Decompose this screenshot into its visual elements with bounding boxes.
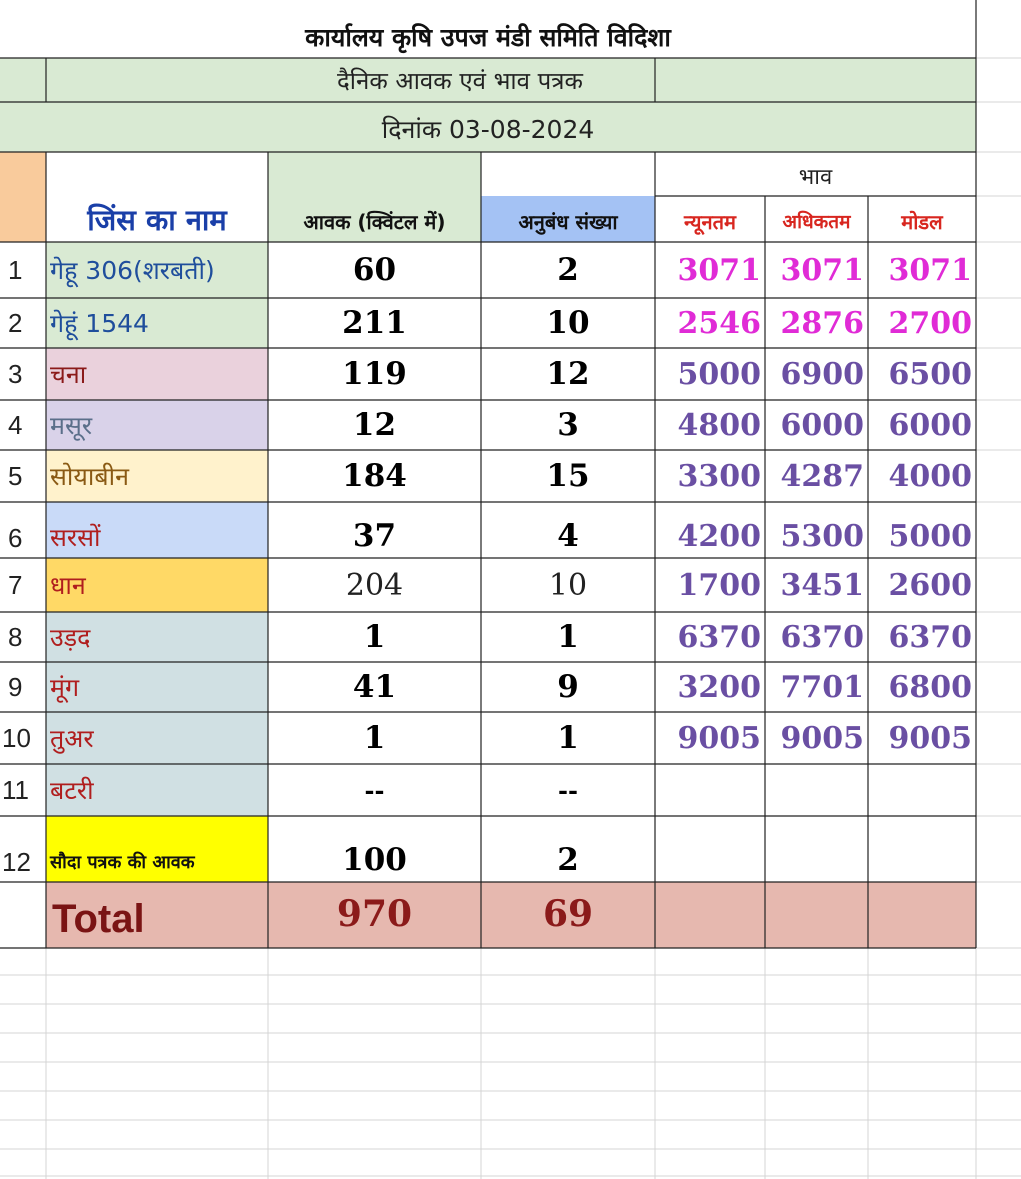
contracts-value: 10 bbox=[548, 567, 588, 603]
row-index: 11 bbox=[2, 774, 29, 805]
row-index: 6 bbox=[8, 523, 23, 553]
commodity-name: गेहू 306(शरबती) bbox=[50, 256, 215, 285]
commodity-name: धान bbox=[50, 571, 86, 600]
row-index: 3 bbox=[8, 358, 23, 389]
min-price-value: 3300 bbox=[677, 458, 761, 494]
modal-price-value bbox=[868, 764, 976, 816]
contracts-value: 1 bbox=[557, 720, 579, 756]
max-price-header: अधिकतम bbox=[782, 211, 851, 233]
arrival-value: -- bbox=[364, 775, 385, 805]
max-price-value: 6000 bbox=[780, 407, 864, 443]
commodity-name: बटरी bbox=[50, 776, 94, 805]
max-price-value: 5300 bbox=[780, 519, 864, 554]
page-title: कार्यालय कृषि उपज मंडी समिति विदिशा bbox=[305, 23, 671, 52]
modal-price-value bbox=[868, 816, 976, 882]
arrival-value: 12 bbox=[352, 407, 397, 443]
modal-price-value: 3071 bbox=[888, 252, 972, 288]
min-price-value: 9005 bbox=[677, 720, 761, 756]
row-index: 9 bbox=[8, 671, 23, 702]
arrival-value: 184 bbox=[342, 458, 407, 494]
row-index: 8 bbox=[8, 621, 23, 652]
total-contracts: 69 bbox=[542, 893, 594, 935]
row-index: 5 bbox=[8, 460, 23, 491]
arrival-value: 1 bbox=[363, 619, 386, 655]
commodity-name: तुअर bbox=[50, 724, 94, 753]
commodity-name: चना bbox=[50, 360, 87, 389]
min-price-value: 6370 bbox=[677, 619, 761, 655]
commodity-name: मसूर bbox=[50, 411, 93, 440]
min-price-value: 3200 bbox=[677, 669, 761, 705]
modal-price-value: 2700 bbox=[888, 305, 972, 341]
commodity-name: उड़द bbox=[50, 623, 91, 652]
contracts-value: 10 bbox=[546, 305, 590, 341]
contracts-value: 12 bbox=[546, 356, 590, 392]
contracts-value: 4 bbox=[557, 518, 579, 554]
contracts-value: 15 bbox=[546, 458, 590, 494]
min-price-value: 4200 bbox=[677, 519, 761, 554]
arrival-header: आवक (क्विंटल में) bbox=[303, 209, 446, 234]
min-price-value: 3071 bbox=[677, 252, 761, 288]
max-price-value: 7701 bbox=[780, 669, 864, 705]
modal-price-value: 6500 bbox=[888, 356, 972, 392]
price-group-header: भाव bbox=[798, 165, 833, 190]
contracts-value: 2 bbox=[557, 842, 579, 878]
arrival-value: 119 bbox=[342, 356, 407, 392]
total-label: Total bbox=[52, 896, 145, 941]
row-index: 7 bbox=[8, 569, 23, 600]
arrival-value: 60 bbox=[352, 252, 397, 288]
min-price-value: 5000 bbox=[677, 356, 761, 392]
modal-price-value: 9005 bbox=[888, 720, 972, 756]
commodity-name: सरसों bbox=[50, 523, 101, 552]
modal-price-value: 2600 bbox=[888, 567, 972, 603]
arrival-value: 41 bbox=[352, 669, 397, 705]
index-header-cell bbox=[0, 152, 46, 242]
max-price-value: 3451 bbox=[780, 567, 864, 603]
row-index: 1 bbox=[8, 254, 23, 285]
row-index: 10 bbox=[2, 722, 31, 753]
max-price-value: 9005 bbox=[780, 720, 864, 756]
arrival-value: 211 bbox=[342, 305, 407, 341]
contracts-value: 9 bbox=[557, 669, 579, 705]
arrival-value: 1 bbox=[363, 720, 386, 756]
row-index: 2 bbox=[8, 307, 23, 338]
commodity-name: सोयाबीन bbox=[50, 462, 129, 491]
commodity-header: जिंस का नाम bbox=[87, 202, 227, 237]
total-arrival: 970 bbox=[336, 893, 413, 935]
min-price-value: 1700 bbox=[677, 567, 761, 603]
max-price-value bbox=[765, 816, 868, 882]
contracts-value: 3 bbox=[557, 407, 579, 443]
modal-price-value: 5000 bbox=[888, 519, 972, 554]
commodity-name: गेहूं 1544 bbox=[50, 309, 149, 338]
min-price-header: न्यूनतम bbox=[684, 209, 736, 234]
min-price-value bbox=[655, 816, 765, 882]
contracts-value: 2 bbox=[557, 252, 579, 288]
max-price-value bbox=[765, 764, 868, 816]
min-price-value bbox=[655, 764, 765, 816]
modal-price-header: मोडल bbox=[901, 209, 943, 234]
row-index: 12 bbox=[2, 847, 31, 877]
arrival-value: 100 bbox=[342, 842, 407, 878]
contracts-header: अनुबंध संख्या bbox=[518, 209, 618, 234]
modal-price-value: 6000 bbox=[888, 407, 972, 443]
min-price-value: 2546 bbox=[677, 305, 761, 341]
date-label: दिनांक 03-08-2024 bbox=[381, 115, 595, 144]
row-index: 4 bbox=[8, 409, 23, 440]
arrival-value: 204 bbox=[345, 567, 404, 603]
arrival-value: 37 bbox=[352, 518, 397, 554]
contracts-value: -- bbox=[558, 775, 578, 805]
contracts-value: 1 bbox=[557, 619, 579, 655]
max-price-value: 6370 bbox=[780, 619, 864, 655]
modal-price-value: 4000 bbox=[888, 458, 972, 494]
commodity-name: सौदा पत्रक की आवक bbox=[50, 852, 195, 873]
commodity-name: मूंग bbox=[50, 673, 80, 702]
page-subtitle: दैनिक आवक एवं भाव पत्रक bbox=[337, 66, 583, 95]
min-price-value: 4800 bbox=[677, 407, 761, 443]
max-price-value: 2876 bbox=[780, 305, 864, 341]
max-price-value: 3071 bbox=[780, 252, 864, 288]
modal-price-value: 6370 bbox=[888, 619, 972, 655]
max-price-value: 6900 bbox=[780, 356, 864, 392]
max-price-value: 4287 bbox=[780, 458, 864, 494]
modal-price-value: 6800 bbox=[888, 669, 972, 705]
